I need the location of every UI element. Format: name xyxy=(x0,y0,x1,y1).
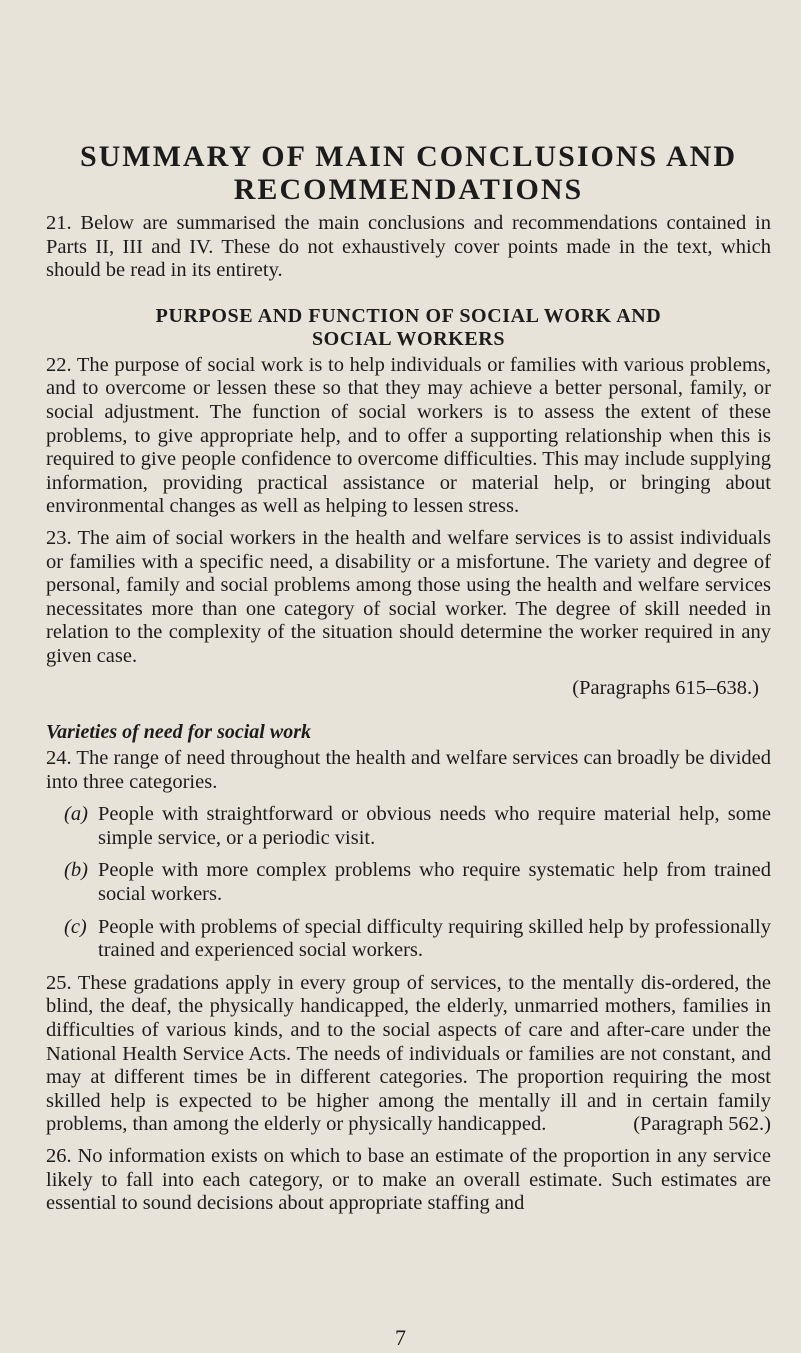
main-title xyxy=(46,140,771,206)
section-heading-purpose xyxy=(46,305,771,351)
list-item-text: People with straightforward or obvious needs who require material help, some simple service, or a periodic visit. xyxy=(98,803,771,849)
paragraph-24: 24. The range of need throughout the health and welfare services can broadly be divided into three categories. xyxy=(46,747,771,793)
paragraph-21: 21. Below are summarised the main conclusions and recommendations contained in Parts II, III and IV. These do not exhaustively cover points made in the text, which should be read in its entirety. xyxy=(46,212,771,282)
list-item-a xyxy=(46,803,771,850)
paragraph-26: 26. No information exists on which to base an estimate of the proportion in any service likely to fall into each category, or to make an overall estimate. Such estimates are essential to sound decisions about appropriate staffing and xyxy=(46,1145,771,1215)
list-item-text: People with problems of special difficulty requiring skilled help by professionally trained and experienced social workers. xyxy=(98,915,771,962)
list-item-label: (b) xyxy=(64,859,88,882)
paragraph-25 xyxy=(46,972,771,1137)
paragraph-23-reference: (Paragraphs 615–638.) xyxy=(572,676,759,699)
paragraph-22: 22. The purpose of social work is to help individuals or families with various problems, and to overcome or lessen these so that they may achieve a better personal, family, or social adjustment. The function of social workers is to assess the extent of these problems, to give appropriate help, and to offer a supporting relationship when this is required to give people confidence to overcome difficulties. This may include supplying information, providing practical assistance or material help, or bringing about environmental changes as well as helping to lessen stress. xyxy=(46,353,771,518)
list-item-label: (a) xyxy=(64,803,88,826)
section-heading-varieties: Varieties of need for social work xyxy=(46,721,311,744)
page-number: 7 xyxy=(395,1325,406,1350)
section-heading-line1: PURPOSE AND FUNCTION OF SOCIAL WORK AND xyxy=(155,304,662,327)
list-item-b xyxy=(46,859,771,906)
list-item-text: People with more complex problems who require systematic help from trained social workers. xyxy=(98,859,771,906)
main-title-line2: RECOMMENDATIONS xyxy=(233,173,584,206)
section-heading-line2: SOCIAL WORKERS xyxy=(311,327,506,350)
list-item-c xyxy=(46,916,771,963)
paragraph-23: 23. The aim of social workers in the health and welfare services is to assist individuals or families with a specific need, a disability or a misfortune. The variety and degree of personal, family and social problems among those using the health and welfare services necessitates more than one category of social worker. The degree of skill needed in relation to the complexity of the situation should determine the worker required in any given case. xyxy=(46,526,771,667)
main-title-line1: SUMMARY OF MAIN CONCLUSIONS AND xyxy=(79,140,738,173)
paragraph-25-text: 25. These gradations apply in every group of services, to the mentally dis-ordered, the blind, the deaf, the physically handicapped, the elderly, unmarried mothers, families in difficulties of various kinds, and to the social aspects of care and after-care under the National Health Service Acts. The needs of individuals or families are not constant, and may at different times be in different categories. The proportion requiring the most skilled help is expected to be higher among the mentally ill and in certain family problems, than among the elderly or physically handicapped. xyxy=(46,971,771,1136)
paragraph-25-reference: (Paragraph 562.) xyxy=(633,1113,771,1136)
list-item-label: (c) xyxy=(64,915,87,938)
